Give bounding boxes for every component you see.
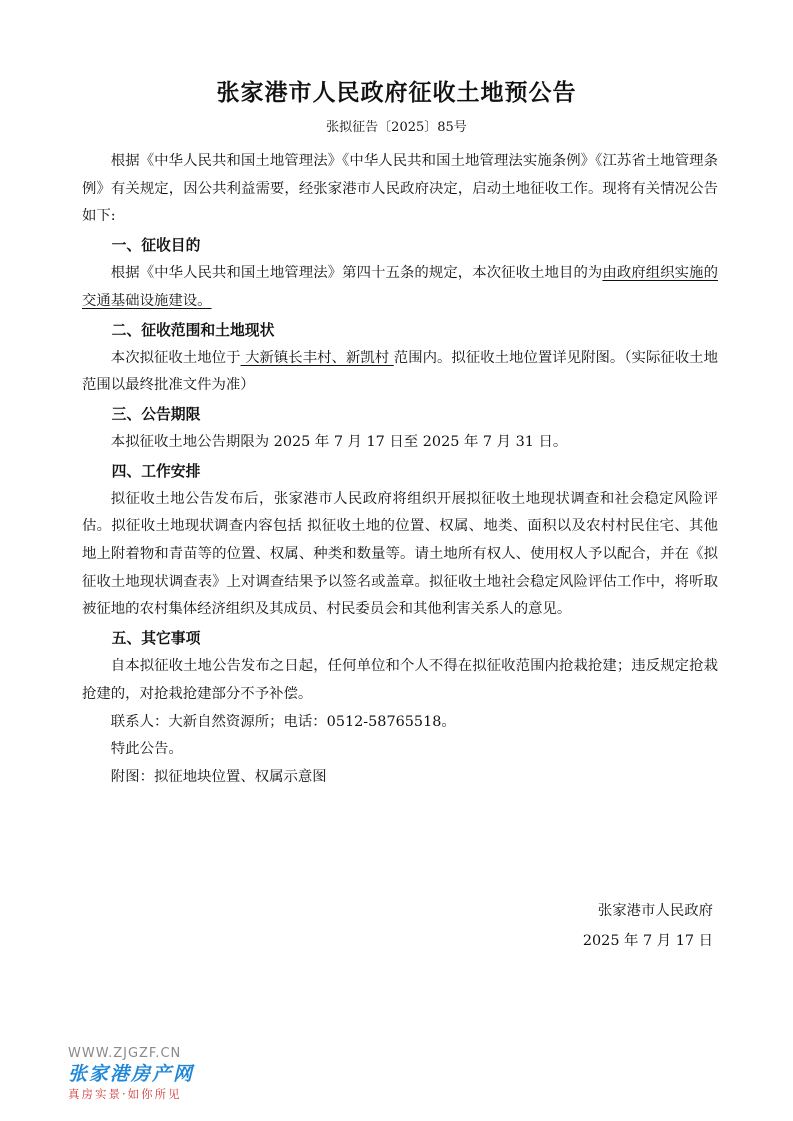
document-title: 张家港市人民政府征收土地预公告	[216, 80, 577, 106]
watermark-slogan: 真房实景·如你所见	[68, 1087, 182, 1101]
section-period-paragraph: 本拟征收土地公告期限为 2025 年 7 月 17 日至 2025 年 7 月 31 日。	[110, 433, 568, 450]
signature-org: 张家港市人民政府	[597, 903, 713, 919]
section-work-paragraph: 拟征收土地公告发布后，张家港市人民政府将组织开展拟征收土地现状调查和社会稳定风险评估。拟征收土地现状调查内容包括 拟征收土地的位置、权属、地类、面积以及农村村民住宅、其他地上附着物和青苗等的位置、权属、种类和数量等。请土地所有权人、使用权人予以配合，并在《拟征收土地现状调查表》上对调查结果予以签名或盖章。拟征收土地社会稳定风险评估工作中，将听取被征地的农村集体经济组织及其成员、村民委员会和其他利害关系人的意见。	[82, 490, 718, 618]
section-heading-other: 五、其它事项	[111, 630, 201, 648]
intro-paragraph: 根据《中华人民共和国土地管理法》《中华人民共和国土地管理法实施条例》《江苏省土地管理条例》有关规定，因公共利益需要，经张家港市人民政府决定，启动土地征收工作。现将有关情况公告如下:	[82, 153, 718, 225]
section-scope-paragraph	[82, 345, 718, 400]
signature-date: 2025 年 7 月 17 日	[582, 933, 713, 949]
section-heading-scope: 二、征收范围和土地现状	[111, 321, 275, 339]
purpose-underlined: 由政府组织实施的交通基础设施建设。	[82, 265, 718, 309]
site-watermark	[68, 1046, 238, 1102]
attachment-line: 附图：拟征地块位置、权属示意图	[110, 768, 327, 785]
closing-line: 特此公告。	[110, 741, 183, 758]
signature-block	[583, 896, 713, 956]
scope-text-pre: 本次拟征收土地位于	[110, 349, 241, 366]
scope-text-post: 范围内。拟征收土地位置详见附图。（实际征收土地范围以最终批准文件为准）	[82, 349, 718, 394]
watermark-url: WWW.ZJGZF.CN	[68, 1046, 182, 1061]
watermark-logo: 张家港房产网	[68, 1063, 195, 1085]
section-heading-work: 四、工作安排	[111, 462, 201, 480]
document-body	[82, 148, 718, 792]
document-number: 张拟征告〔2025〕85号	[326, 120, 467, 135]
purpose-text: 根据《中华人民共和国土地管理法》第四十五条的规定，本次征收土地目的为	[110, 265, 603, 282]
section-heading-period: 三、公告期限	[111, 405, 201, 423]
section-purpose-paragraph	[82, 260, 718, 315]
section-heading-purpose: 一、征收目的	[111, 237, 201, 255]
contact-line: 联系人：大新自然资源所；电话：0512-58765518。	[110, 713, 456, 730]
scope-underlined: 大新镇长丰村、新凯村	[240, 349, 394, 366]
section-other-paragraph: 自本拟征收土地公告发布之日起，任何单位和个人不得在拟征收范围内抢栽抢建；违反规定抢栽抢建的，对抢栽抢建部分不予补偿。	[82, 658, 718, 702]
